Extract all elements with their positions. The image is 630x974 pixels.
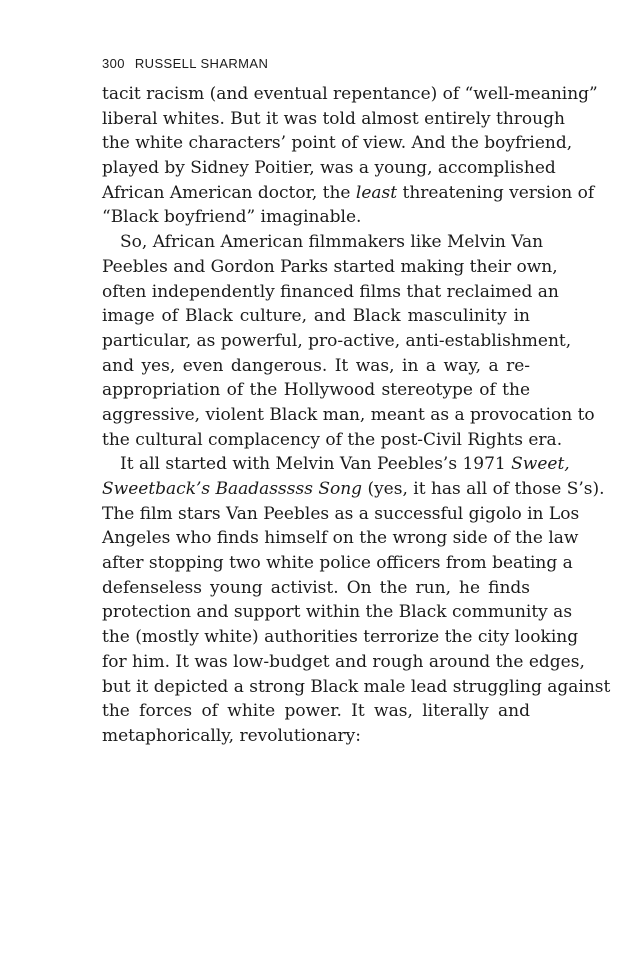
italic-text: least xyxy=(355,182,398,203)
text-line: liberal whites. But it was told almost entirely through xyxy=(102,108,565,129)
page-number: 300 xyxy=(102,56,125,71)
text-line: for him. It was low-budget and rough around the edges, xyxy=(102,651,585,672)
text-line: the white characters’ point of view. And the boyfriend, xyxy=(102,133,573,154)
running-head xyxy=(102,56,530,72)
text-line: the forces of white power. It was, literally and xyxy=(102,701,530,722)
text-line: protection and support within the Black community as xyxy=(102,602,573,623)
text-line xyxy=(102,181,595,206)
paragraph xyxy=(102,82,598,230)
text-line: defenseless young activist. On the run, he finds xyxy=(102,577,530,598)
text-line: Peebles and Gordon Parks started making their own, xyxy=(102,256,558,277)
text-run: threatening version of xyxy=(397,182,595,203)
text-run: It all started with Melvin Van Peebles’s 1971 xyxy=(120,454,512,475)
text-line: tacit racism (and eventual repentance) of “well-meaning” xyxy=(102,84,598,104)
paragraph xyxy=(102,230,595,452)
text-line: the (mostly white) authorities terrorize the city looking xyxy=(102,627,579,648)
text-line: after stopping two white police officers from beating a xyxy=(102,553,573,574)
text-run: African American doctor, the xyxy=(102,182,356,203)
paragraph xyxy=(102,452,611,748)
text-line: “Black boyfriend” imaginable. xyxy=(102,207,362,228)
text-line: particular, as powerful, pro-active, anti-establishment, xyxy=(102,330,572,351)
text-line: image of Black culture, and Black masculinity in xyxy=(102,306,530,327)
text-line: and yes, even dangerous. It was, in a way, a re- xyxy=(102,355,530,376)
author-name: RUSSELL SHARMAN xyxy=(134,56,269,71)
text-line xyxy=(102,477,605,502)
text-line: The film stars Van Peebles as a successful gigolo in Los xyxy=(102,503,580,524)
text-line: aggressive, violent Black man, meant as a provocation to xyxy=(102,404,595,425)
text-line: appropriation of the Hollywood stereotype of the xyxy=(102,380,530,401)
book-page xyxy=(102,56,611,749)
text-line: often independently financed films that reclaimed an xyxy=(102,281,559,302)
italic-text: Sweetback’s Baadasssss Song xyxy=(102,479,363,499)
text-line: but it depicted a strong Black male lead struggling against xyxy=(102,676,611,697)
text-line: So, African American filmmakers like Melvin Van xyxy=(120,232,544,253)
text-line: the cultural complacency of the post-Civil Rights era. xyxy=(102,429,563,450)
body-text xyxy=(102,82,611,749)
text-line xyxy=(102,452,570,477)
text-line: metaphorically, revolutionary: xyxy=(102,725,361,746)
text-run: (yes, it has all of those S’s). xyxy=(362,479,605,499)
italic-text: Sweet, xyxy=(511,454,570,475)
text-line: Angeles who finds himself on the wrong side of the law xyxy=(102,528,579,549)
text-line: played by Sidney Poitier, was a young, accomplished xyxy=(102,158,556,179)
